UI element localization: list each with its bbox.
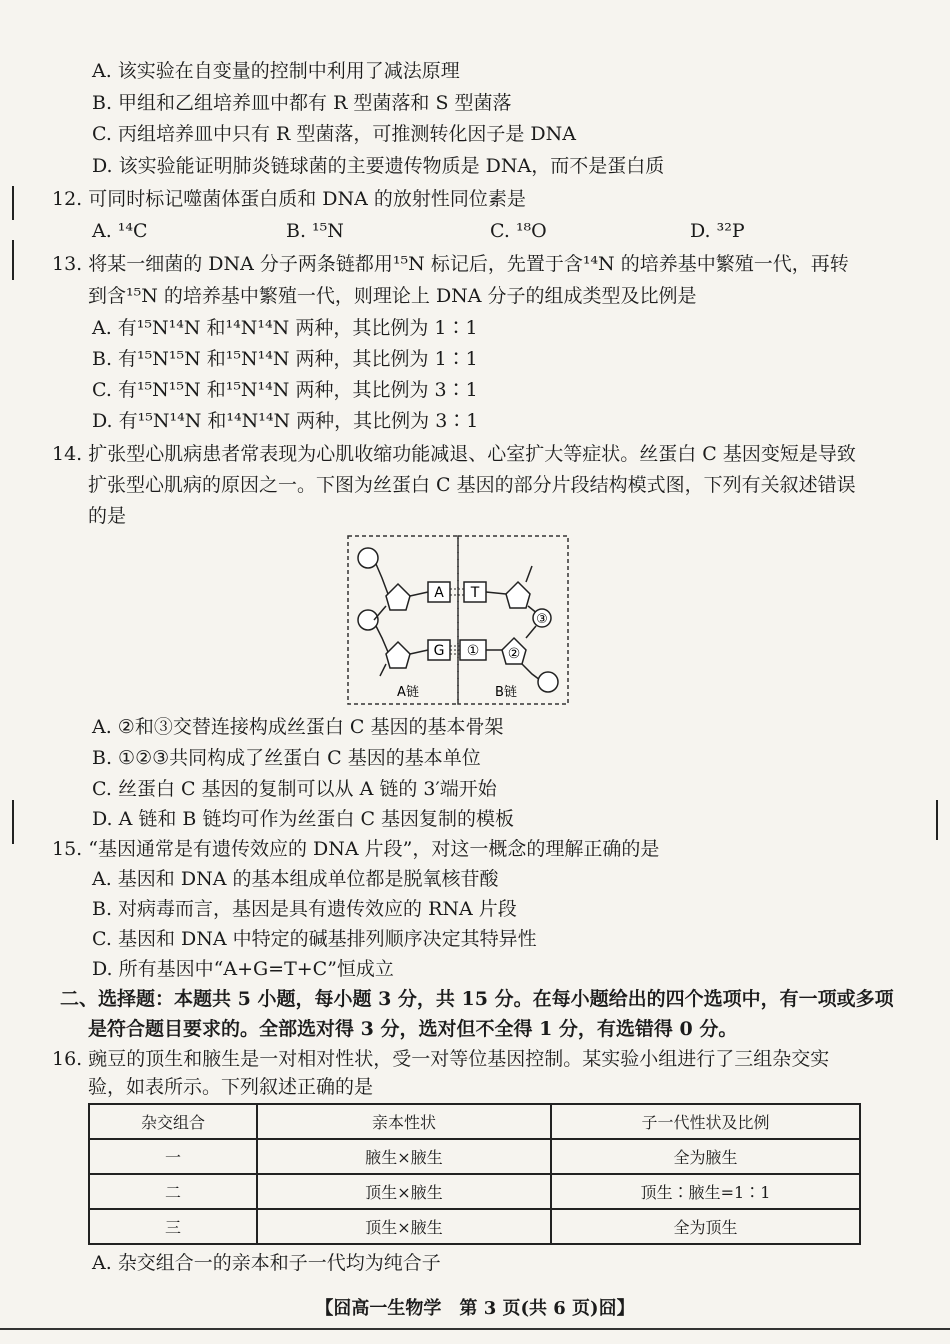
q15-option-a: A. 基因和 DNA 的基本组成单位都是脱氧核苷酸 xyxy=(92,868,499,890)
bottom-rule xyxy=(0,1328,950,1330)
q12-choice-a: A. ¹⁴C xyxy=(92,220,148,242)
q13-option-b: B. 有¹⁵N¹⁵N 和¹⁵N¹⁴N 两种，其比例为 1∶1 xyxy=(92,348,478,370)
q16-stem-line-2: 验，如表所示。下列叙述正确的是 xyxy=(88,1076,374,1098)
label-2: ② xyxy=(507,646,521,662)
table-header-cell: 亲本性状 xyxy=(257,1104,551,1139)
q15-stem: 15. “基因通常是有遗传效应的 DNA 片段”，对这一概念的理解正确的是 xyxy=(52,838,660,860)
section-2-heading-line-2: 是符合题目要求的。全部选对得 3 分，选对但不全得 1 分，有选错得 0 分。 xyxy=(88,1018,738,1040)
q16-option-a: A. 杂交组合一的亲本和子一代均为纯合子 xyxy=(92,1252,441,1274)
q13-option-c: C. 有¹⁵N¹⁵N 和¹⁵N¹⁴N 两种，其比例为 3∶1 xyxy=(92,379,478,401)
base-g-label: G xyxy=(433,643,445,659)
table-cell: 一 xyxy=(89,1139,257,1174)
table-cell: 顶生×腋生 xyxy=(257,1209,551,1244)
q12-stem: 12. 可同时标记噬菌体蛋白质和 DNA 的放射性同位素是 xyxy=(52,188,526,210)
q12-choice-c: C. ¹⁸O xyxy=(490,220,547,242)
table-cell: 全为腋生 xyxy=(551,1139,860,1174)
table-row xyxy=(89,1139,860,1174)
left-edge-mark xyxy=(12,186,14,220)
q11-option-b: B. 甲组和乙组培养皿中都有 R 型菌落和 S 型菌落 xyxy=(92,92,512,114)
q14-option-a: A. ②和③交替连接构成丝蛋白 C 基因的基本骨架 xyxy=(92,716,504,738)
table-cell: 全为顶生 xyxy=(551,1209,860,1244)
cross-results-table xyxy=(88,1103,861,1245)
chain-a-base-bonds xyxy=(410,592,428,654)
phosphate-circle xyxy=(538,672,558,692)
section-2-heading-line-1: 二、选择题：本题共 5 小题，每小题 3 分，共 15 分。在每小题给出的四个选项中，有一项或多项 xyxy=(60,988,894,1010)
q12-choice-b: B. ¹⁵N xyxy=(286,220,344,242)
q16-stem-line-1: 16. 豌豆的顶生和腋生是一对相对性状，受一对等位基因控制。某实验小组进行了三组杂交实 xyxy=(52,1048,830,1070)
chain-a-label: A链 xyxy=(397,685,419,700)
q12-choice-d: D. ³²P xyxy=(690,220,745,242)
dna-structure-diagram xyxy=(346,534,570,706)
chain-b-base-bonds xyxy=(486,592,506,650)
table-cell: 顶生×腋生 xyxy=(257,1174,551,1209)
table-cell: 顶生∶腋生=1∶1 xyxy=(551,1174,860,1209)
base-t-label: T xyxy=(470,585,480,601)
q13-stem-line-1: 13. 将某一细菌的 DNA 分子两条链都用¹⁵N 标记后，先置于含¹⁴N 的培养基中繁殖一代，再转 xyxy=(52,253,849,275)
table-cell: 二 xyxy=(89,1174,257,1209)
label-3: ③ xyxy=(536,612,548,627)
q11-option-a: A. 该实验在自变量的控制中利用了减法原理 xyxy=(92,60,460,82)
left-edge-mark xyxy=(12,800,14,844)
right-edge-mark xyxy=(936,800,938,840)
q14-option-b: B. ①②③共同构成了丝蛋白 C 基因的基本单位 xyxy=(92,747,481,769)
table-header-cell: 杂交组合 xyxy=(89,1104,257,1139)
phosphate-circle xyxy=(358,610,378,630)
q11-option-d: D. 该实验能证明肺炎链球菌的主要遗传物质是 DNA，而不是蛋白质 xyxy=(92,155,665,177)
phosphate-circle xyxy=(358,548,378,568)
q14-option-c: C. 丝蛋白 C 基因的复制可以从 A 链的 3′端开始 xyxy=(92,778,497,800)
table-row xyxy=(89,1174,860,1209)
q14-stem-line-1: 14. 扩张型心肌病患者常表现为心肌收缩功能减退、心室扩大等症状。丝蛋白 C 基因变短是导致 xyxy=(52,443,856,465)
q13-stem-line-2: 到含¹⁵N 的培养基中繁殖一代，则理论上 DNA 分子的组成类型及比例是 xyxy=(88,285,697,307)
q11-option-c: C. 丙组培养皿中只有 R 型菌落，可推测转化因子是 DNA xyxy=(92,123,576,145)
q15-option-d: D. 所有基因中“A+G=T+C”恒成立 xyxy=(92,958,394,980)
base-a-label: A xyxy=(434,585,444,601)
table-header-cell: 子一代性状及比例 xyxy=(551,1104,860,1139)
table-cell: 三 xyxy=(89,1209,257,1244)
chain-b-label: B链 xyxy=(495,685,517,700)
table-row xyxy=(89,1209,860,1244)
deoxyribose-pentagon xyxy=(506,582,530,608)
q15-option-b: B. 对病毒而言，基因是具有遗传效应的 RNA 片段 xyxy=(92,898,517,920)
table-cell: 腋生×腋生 xyxy=(257,1139,551,1174)
page-footer: 【囧高一生物学 第 3 页(共 6 页)囧】 xyxy=(315,1298,635,1319)
deoxyribose-pentagon xyxy=(386,642,410,668)
q14-option-d: D. A 链和 B 链均可作为丝蛋白 C 基因复制的模板 xyxy=(92,808,515,830)
q14-stem-line-2: 扩张型心肌病的原因之一。下图为丝蛋白 C 基因的部分片段结构模式图，下列有关叙述错误 xyxy=(88,474,856,496)
base-1-label: ① xyxy=(466,643,480,659)
deoxyribose-pentagon xyxy=(386,584,410,610)
table-header-row xyxy=(89,1104,860,1139)
q15-option-c: C. 基因和 DNA 中特定的碱基排列顺序决定其特异性 xyxy=(92,928,537,950)
q13-option-d: D. 有¹⁵N¹⁴N 和¹⁴N¹⁴N 两种，其比例为 3∶1 xyxy=(92,410,479,432)
left-edge-mark xyxy=(12,240,14,280)
q14-stem-line-3: 的是 xyxy=(88,505,127,527)
q13-option-a: A. 有¹⁵N¹⁴N 和¹⁴N¹⁴N 两种，其比例为 1∶1 xyxy=(92,317,478,339)
